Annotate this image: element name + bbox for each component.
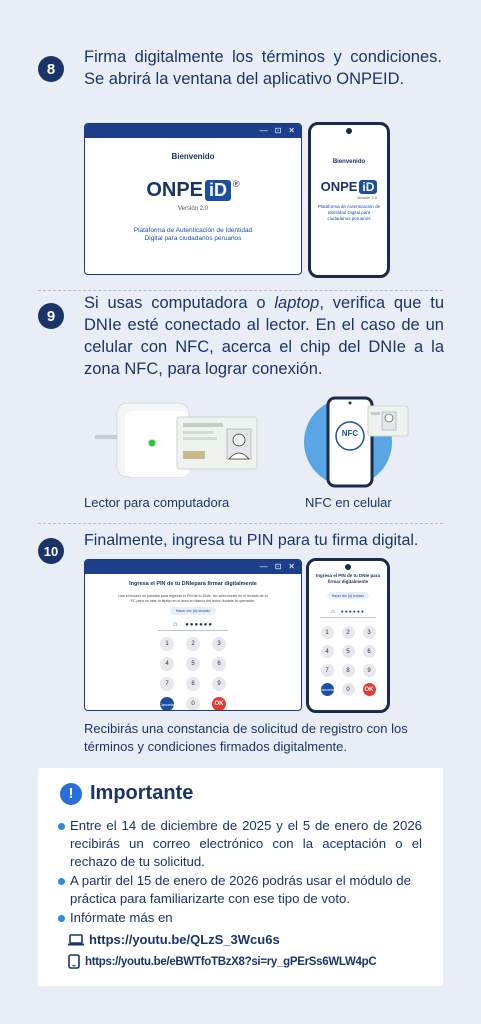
phone-pin-value: ●●●●●●	[340, 609, 365, 615]
phone-pin-underline	[320, 617, 376, 618]
key-1[interactable]: 1	[160, 637, 174, 651]
keyboard-button[interactable]: Hacer clic (A) teclado	[170, 607, 216, 615]
platform-line-1: Plataforma de Autenticación de Identidad	[133, 227, 253, 234]
bullet-practice-module: A partir del 15 de enero de 2026 podrás usar el módulo de práctica para familiarizarte con ese tipo de voto.	[70, 873, 411, 906]
phone-welcome-text: Bienvenido	[332, 159, 366, 165]
cancel-key[interactable]: Cancelar	[321, 683, 334, 696]
link-1-url[interactable]: https://youtu.be/QLzS_3Wcu6s	[89, 932, 280, 947]
phone-pin-field[interactable]	[309, 609, 387, 615]
key-2[interactable]: 2	[342, 626, 355, 639]
phone-camera	[346, 128, 352, 134]
minimize-icon[interactable]: —	[259, 126, 268, 135]
key-4[interactable]: 4	[321, 645, 334, 658]
key-9[interactable]: 9	[363, 664, 376, 677]
key-8[interactable]: 8	[186, 677, 200, 691]
nfc-label: NFC	[341, 429, 359, 438]
phone-camera	[345, 564, 351, 570]
ok-key[interactable]: OK	[212, 697, 226, 711]
confirmation-note: Recibirás una constancia de solicitud de registro con los términos y condiciones firmados digitalmente.	[84, 721, 408, 754]
alert-icon: !	[60, 783, 82, 805]
step-10-number: 10	[38, 538, 64, 564]
registered-mark: ®	[233, 179, 240, 189]
pin-window-title: Ingresa el PIN de tu DNIepara firmar digitalmente	[129, 581, 257, 587]
important-title: Importante	[90, 782, 194, 804]
youtube-link-1[interactable]	[68, 932, 280, 947]
pin-field[interactable]	[85, 621, 301, 628]
welcome-text: Bienvenido	[171, 152, 215, 161]
key-5[interactable]: 5	[342, 645, 355, 658]
onpeid-logo	[85, 179, 301, 202]
important-box	[38, 768, 443, 986]
logo-id: iD	[205, 180, 231, 201]
onpeid-desktop-window	[84, 123, 302, 275]
bullet-result-date: Entre el 14 de diciembre de 2025 y el 5 de enero de 2026 recibirás un correo electrónico con la aceptación o el rechazo de tu solicitud.	[70, 818, 422, 869]
laptop-icon	[68, 934, 84, 946]
caption-nfc-phone: NFC en celular	[305, 495, 392, 510]
step-9-number: 9	[38, 303, 64, 329]
window-titlebar	[85, 124, 301, 138]
key-0[interactable]: 0	[186, 697, 200, 711]
phone-version-text: Versión 2.0	[356, 195, 377, 200]
important-heading	[60, 782, 193, 805]
key-3[interactable]: 3	[363, 626, 376, 639]
phone-logo-onpe: ONPE	[320, 179, 358, 194]
minimize-icon[interactable]: —	[259, 562, 268, 571]
phone-lock-icon: ⌂	[331, 609, 335, 615]
phone-logo-id: iD	[359, 180, 377, 194]
caption-card-reader: Lector para computadora	[84, 495, 230, 510]
key-9[interactable]: 9	[212, 677, 226, 691]
key-7[interactable]: 7	[160, 677, 174, 691]
step-9-text-end: , verifica que tu DNIe esté conectado al lector. En el caso de un celular con NFC, acerca el chip del DNIe a la zona NFC, para lograr conexión.	[84, 294, 444, 378]
ok-key[interactable]: OK	[363, 683, 376, 696]
phone-keyboard-button[interactable]: Hacer clic (A) teclado	[327, 592, 369, 599]
youtube-link-2[interactable]	[68, 954, 376, 969]
key-5[interactable]: 5	[186, 657, 200, 671]
bullet-more-info: Infórmate más en	[70, 910, 173, 925]
phone-onpeid-logo	[311, 179, 387, 194]
phone-platform-text: Plataforma de Autenticación de Identidad Digital para ciudadanos peruanos	[317, 204, 381, 221]
card-reader-illustration	[95, 395, 260, 485]
mobile-phone-icon	[68, 954, 80, 969]
step-10-text: Finalmente, ingresa tu PIN para tu firma digital.	[84, 532, 419, 549]
step-9-text-start: Si usas computadora o	[84, 294, 275, 312]
pin-keypad	[85, 637, 301, 711]
lock-icon: ⌂	[173, 621, 178, 628]
pin-value: ●●●●●●	[185, 621, 213, 628]
maximize-icon[interactable]: ⊡	[274, 562, 282, 571]
phone-pin-title: Ingresa el PIN de tu DNIe para firmar digitalmente	[315, 573, 381, 584]
logo-onpe: ONPE	[146, 179, 204, 201]
close-icon[interactable]: ✕	[288, 562, 295, 571]
separator	[38, 290, 443, 291]
key-3[interactable]: 3	[212, 637, 226, 651]
pin-desktop-window	[84, 559, 302, 711]
key-7[interactable]: 7	[321, 664, 334, 677]
step-8-number: 8	[38, 56, 64, 82]
step-9-text-laptop: laptop	[274, 294, 320, 312]
key-6[interactable]: 6	[212, 657, 226, 671]
separator	[38, 523, 443, 524]
link-2-url[interactable]: https://youtu.be/eBWTfoTBzX8?si=ry_gPErSs6WLW4pC	[85, 955, 377, 968]
bullet-dot	[58, 878, 65, 885]
key-8[interactable]: 8	[342, 664, 355, 677]
version-text: Versión 2.0	[177, 206, 209, 212]
close-icon[interactable]: ✕	[288, 126, 295, 135]
step-9-text	[84, 292, 444, 380]
bullet-dot	[58, 915, 65, 922]
maximize-icon[interactable]: ⊡	[274, 126, 282, 135]
pin-underline	[158, 630, 228, 631]
key-2[interactable]: 2	[186, 637, 200, 651]
platform-line-2: Digital para ciudadanos peruanos	[144, 235, 242, 242]
key-1[interactable]: 1	[321, 626, 334, 639]
window-titlebar	[85, 560, 301, 574]
bullet-dot	[58, 823, 65, 830]
onpeid-phone	[308, 122, 390, 278]
cancel-key[interactable]: Cancelar	[160, 697, 174, 711]
pin-phone	[306, 558, 390, 713]
phone-pin-keypad	[309, 626, 387, 696]
step-8-text: Firma digitalmente los términos y condiciones. Se abrirá la ventana del aplicativo ONPEID.	[84, 48, 442, 88]
nfc-illustration	[302, 392, 412, 492]
key-6[interactable]: 6	[363, 645, 376, 658]
key-4[interactable]: 4	[160, 657, 174, 671]
key-0[interactable]: 0	[342, 683, 355, 696]
pin-window-description: Usa el teclado en pantalla para ingresar el PIN de tu DNIe. No selecciones en el teclado de tu PC para no usar tu laptop en el área en blanco del lector durante la operación.	[118, 594, 268, 603]
